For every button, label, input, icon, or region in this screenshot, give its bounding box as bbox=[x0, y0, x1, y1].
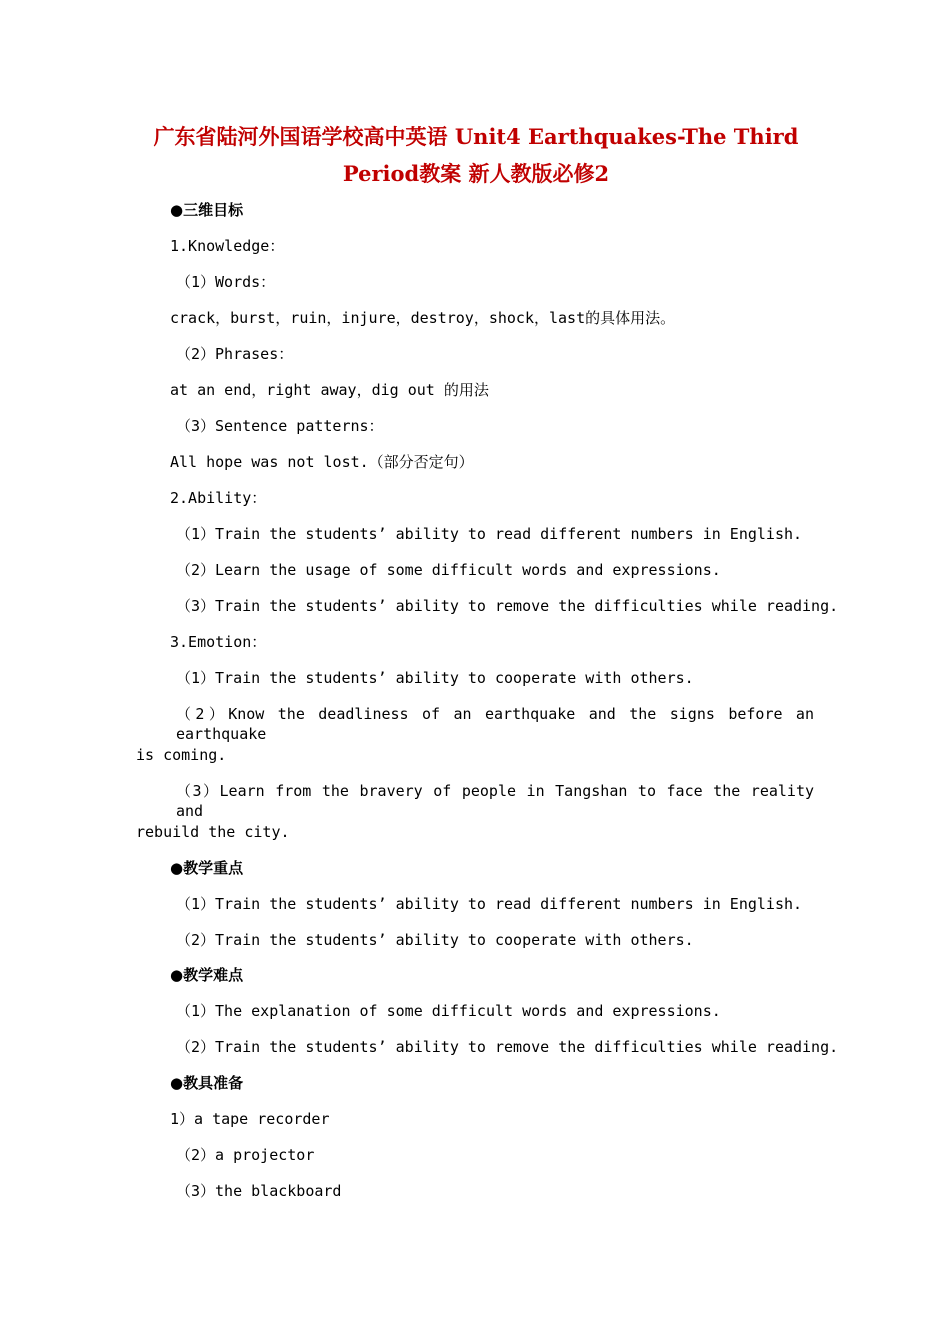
document-title: 广东省陆河外国语学校高中英语 Unit4 Earthquakes-The Third Period教案 新人教版必修2 bbox=[153, 124, 799, 186]
key-points-heading: ●教学重点 bbox=[170, 859, 244, 877]
emotion-item-1: （1）Train the students’ ability to cooperate with others. bbox=[176, 669, 694, 687]
ability-label: 2.Ability： bbox=[170, 489, 267, 507]
words-text: crack，burst，ruin，injure，destroy，shock，last的具体用法。 bbox=[170, 309, 676, 327]
ability-item-2: （2）Learn the usage of some difficult words and expressions. bbox=[176, 561, 721, 579]
knowledge-label: 1.Knowledge： bbox=[170, 237, 285, 255]
key-point-1: （1）Train the students’ ability to read different numbers in English. bbox=[176, 895, 803, 913]
emotion-label: 3.Emotion： bbox=[170, 633, 267, 651]
objectives-heading: ●三维目标 bbox=[170, 201, 244, 219]
emotion-item-3-line-1: （3）Learn from the bravery of people in Tangshan to face the reality and bbox=[176, 782, 814, 820]
teaching-tool-2: （2）a projector bbox=[176, 1146, 315, 1164]
emotion-item-2-line-2: is coming. bbox=[136, 746, 227, 764]
difficult-point-1: （1）The explanation of some difficult words and expressions. bbox=[176, 1002, 721, 1020]
key-point-2: （2）Train the students’ ability to cooperate with others. bbox=[176, 931, 694, 949]
difficult-points-heading: ●教学难点 bbox=[170, 966, 244, 984]
ability-item-3: （3）Train the students’ ability to remove the difficulties while reading. bbox=[176, 597, 839, 615]
emotion-item-3-line-2: rebuild the city. bbox=[136, 823, 290, 841]
ability-item-1: （1）Train the students’ ability to read different numbers in English. bbox=[176, 525, 803, 543]
teaching-tools-heading: ●教具准备 bbox=[170, 1074, 244, 1092]
phrases-label: （2）Phrases： bbox=[176, 345, 294, 363]
patterns-label: （3）Sentence patterns： bbox=[176, 417, 384, 435]
difficult-point-2: （2）Train the students’ ability to remove the difficulties while reading. bbox=[176, 1038, 839, 1056]
teaching-tool-1: 1）a tape recorder bbox=[170, 1110, 330, 1128]
patterns-text: All hope was not lost.（部分否定句） bbox=[170, 453, 474, 471]
emotion-item-2-line-1: （2）Know the deadliness of an earthquake and the signs before an earthquake bbox=[176, 705, 814, 743]
teaching-tool-3: （3）the blackboard bbox=[176, 1182, 342, 1200]
words-label: （1）Words： bbox=[176, 273, 276, 291]
phrases-text: at an end，right away，dig out 的用法 bbox=[170, 381, 489, 399]
